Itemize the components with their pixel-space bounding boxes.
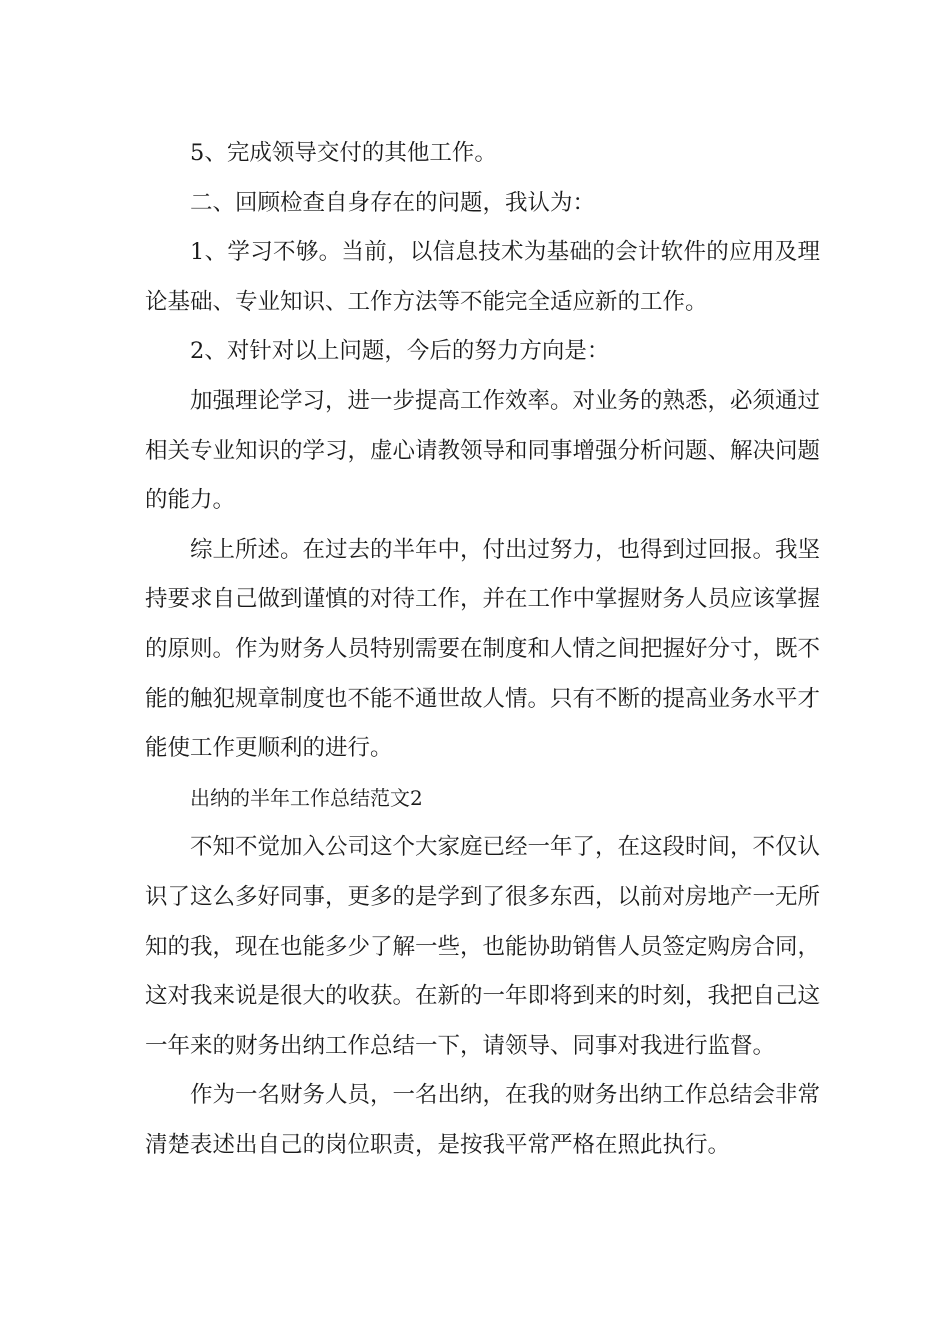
paragraph-one-year: 不知不觉加入公司这个大家庭已经一年了，在这段时间，不仅认识了这么多好同事，更多的是学到了很多东西，以前对房地产一无所知的我，现在也能多少了解一些，也能协助销售人员签定购房合同，这对我来说是很大的收获。在新的一年即将到来的时刻，我把自己这一年来的财务出纳工作总结一下，请领导、同事对我进行监督。 [145,834,821,1059]
document-body [145,129,820,1170]
section-heading-problems: 二、回顾检查自身存在的问题，我认为： [190,189,596,216]
section-title-example-2: 出纳的半年工作总结范文2 [190,785,423,810]
paragraph-summary: 综上所述。在过去的半年中，付出过努力，也得到过回报。我坚持要求自己做到谨慎的对待工作，并在工作中掌握财务人员应该掌握的原则。作为财务人员特别需要在制度和人情之间把握好分寸，既不能的触犯规章制度也不能不通世故人情。只有不断的提高业务水平才能使工作更顺利的进行。 [145,536,821,762]
paragraph-direction: 2、对针对以上问题，今后的努力方向是： [190,338,610,365]
paragraph-theory-study: 加强理论学习，进一步提高工作效率。对业务的熟悉，必须通过相关专业知识的学习，虚心请教领导和同事增强分析问题、解决问题的能力。 [145,387,821,514]
paragraph-learning: 1、学习不够。当前，以信息技术为基础的会计软件的应用及理论基础、专业知识、工作方法等不能完全适应新的工作。 [145,239,820,315]
paragraph-item-5: 5、完成领导交付的其他工作。 [190,140,497,166]
paragraph-duties: 作为一名财务人员，一名出纳，在我的财务出纳工作总结会非常清楚表述出自己的岗位职责，是按我平常严格在照此执行。 [145,1082,821,1158]
